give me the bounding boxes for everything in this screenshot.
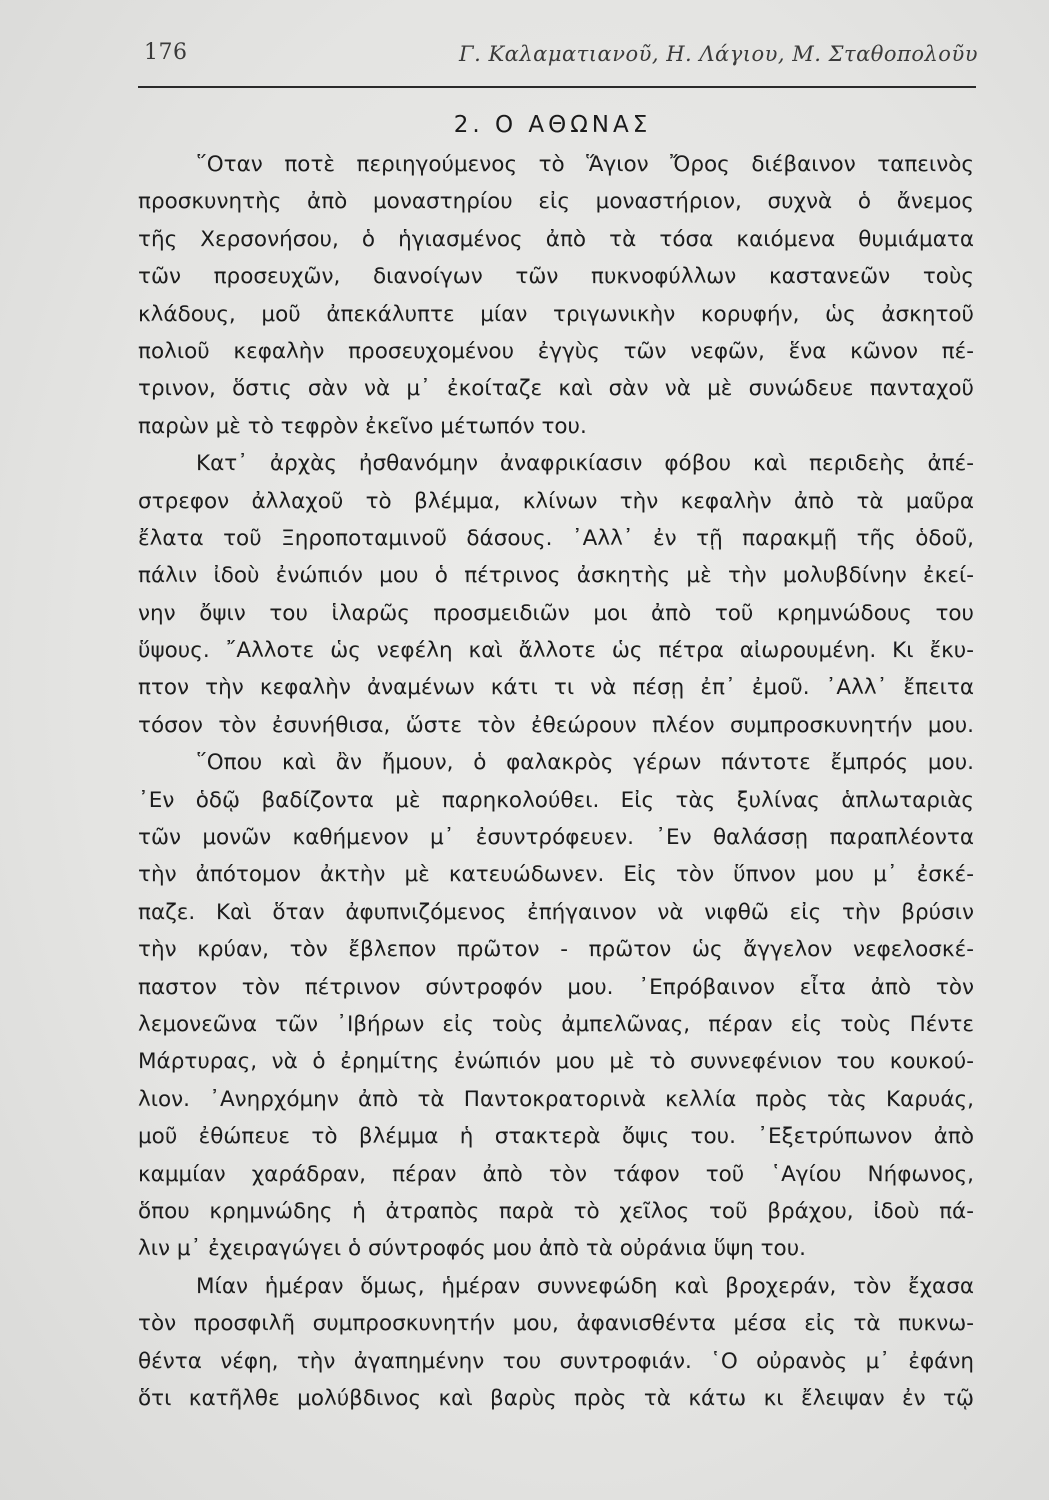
header-rule	[138, 86, 976, 88]
text-line: νην ὄψιν του ἱλαρῶς προσμειδιῶν μοι ἀπὸ τοῦ κρημνώδους του	[138, 600, 974, 626]
text-line: ῞Οταν ποτὲ περιηγούμενος τὸ Ἅγιον Ὄρος διέβαινον ταπεινὸς	[196, 152, 974, 177]
text-line: ᾽Εν ὁδῷ βαδίζοντα μὲ παρηκολούθει. Εἰς τὰς ξυλίνας ἁπλωταριὰς	[138, 787, 974, 813]
text-line: τόσον τὸν ἐσυνήθισα, ὥστε τὸν ἐθεώρουν πλέον συμπροσκυνητήν μου.	[138, 712, 974, 738]
page-header	[138, 40, 978, 80]
text-line: τρινον, ὅστις σὰν νὰ μ᾽ ἐκοίταζε καὶ σὰν νὰ μὲ συνώδευε πανταχοῦ	[138, 376, 974, 402]
text-line: λιον. ᾽Ανηρχόμην ἀπὸ τὰ Παντοκρατορινὰ κελλία πρὸς τὰς Καρυάς,	[138, 1086, 974, 1112]
page-number: 176	[144, 40, 188, 65]
text-line: λιν μ᾽ ἐχειραγώγει ὁ σύντροφός μου ἀπὸ τὰ οὐράνια ὕψη του.	[138, 1236, 806, 1262]
running-head: Γ. Καλαματιανοῦ, Η. Λάγιου, Μ. Σταθοπολοῦυ	[459, 42, 978, 66]
text-line: θέντα νέφη, τὴν ἀγαπημένην του συντροφιάν. ῾Ο οὐρανὸς μ᾽ ἐφάνη	[138, 1348, 974, 1374]
text-line: τὴν κρύαν, τὸν ἔβλεπον πρῶτον - πρῶτον ὡς ἄγγελον νεφελοσκέ-	[138, 937, 974, 963]
text-line: λεμονεῶνα τῶν ᾽Ιβήρων εἰς τοὺς ἀμπελῶνας, πέραν εἰς τοὺς Πέντε	[138, 1011, 974, 1037]
text-line: Μίαν ἡμέραν ὅμως, ἡμέραν συννεφώδη καὶ βροχεράν, τὸν ἔχασα	[196, 1273, 974, 1299]
text-line: Μάρτυρας, νὰ ὁ ἐρημίτης ἐνώπιόν μου μὲ τὸ συννεφένιον του κουκού-	[138, 1049, 974, 1075]
text-line: ὕψους. ῎Αλλοτε ὡς νεφέλη καὶ ἄλλοτε ὡς πέτρα αἰωρουμένη. Κι ἔκυ-	[138, 638, 974, 664]
text-line: Κατ᾽ ἀρχὰς ἠσθανόμην ἀναφρικίασιν φόβου καὶ περιδεὴς ἀπέ-	[196, 451, 974, 477]
body-text	[138, 146, 974, 1417]
text-line: καμμίαν χαράδραν, πέραν ἀπὸ τὸν τάφον τοῦ ῾Αγίου Νήφωνος,	[138, 1161, 974, 1187]
text-line: ῞Οπου καὶ ἂν ἤμουν, ὁ φαλακρὸς γέρων πάντοτε ἔμπρός μου.	[196, 750, 974, 776]
text-line: προσκυνητὴς ἀπὸ μοναστηρίου εἰς μοναστήριον, συχνὰ ὁ ἄνεμος	[138, 189, 974, 215]
text-line: παστον τὸν πέτρινον σύντροφόν μου. ᾽Επρόβαινον εἶτα ἀπὸ τὸν	[138, 974, 974, 1000]
text-line: πτον τὴν κεφαλὴν ἀναμένων κάτι τι νὰ πέσῃ ἐπ᾽ ἐμοῦ. ᾽Αλλ᾽ ἔπειτα	[138, 675, 974, 701]
text-line: τῶν μονῶν καθήμενον μ᾽ ἐσυντρόφευεν. ᾽Εν θαλάσσῃ παραπλέοντα	[138, 825, 974, 851]
text-line: παζε. Καὶ ὅταν ἀφυπνιζόμενος ἐπήγαινον νὰ νιφθῶ εἰς τὴν βρύσιν	[138, 899, 974, 925]
text-line: τῶν προσευχῶν, διανοίγων τῶν πυκνοφύλλων καστανεῶν τοὺς	[138, 264, 974, 290]
text-line: τῆς Χερσονήσου, ὁ ἡγιασμένος ἀπὸ τὰ τόσα καιόμενα θυμιάματα	[138, 226, 974, 252]
text-line: ὅτι κατῆλθε μολύβδινος καὶ βαρὺς πρὸς τὰ κάτω κι ἔλειψαν ἐν τῷ	[138, 1385, 974, 1411]
text-line: ἔλατα τοῦ Ξηροποταμινοῦ δάσους. ᾽Αλλ᾽ ἐν τῇ παρακμῇ τῆς ὁδοῦ,	[138, 525, 974, 551]
section-title: 2. Ο ΑΘΩΝΑΣ	[453, 112, 652, 138]
text-line: τὸν προσφιλῆ συμπροσκυνητήν μου, ἀφανισθέντα μέσα εἰς τὰ πυκνω-	[138, 1311, 974, 1337]
text-line: μοῦ ἐθώπευε τὸ βλέμμα ἡ στακτερὰ ὄψις του. ᾽Εξετρύπωνον ἀπὸ	[138, 1124, 974, 1150]
text-line: πολιοῦ κεφαλὴν προσευχομένου ἐγγὺς τῶν νεφῶν, ἕνα κῶνον πέ-	[138, 338, 974, 364]
text-line: κλάδους, μοῦ ἀπεκάλυπτε μίαν τριγωνικὴν κορυφήν, ὡς ἀσκητοῦ	[138, 301, 974, 327]
text-line: ὅπου κρημνώδης ἡ ἀτραπὸς παρὰ τὸ χεῖλος τοῦ βράχου, ἰδοὺ πά-	[138, 1198, 974, 1224]
text-line: τὴν ἀπότομον ἀκτὴν μὲ κατευώδωνεν. Εἰς τὸν ὕπνον μου μ᾽ ἐσκέ-	[138, 862, 974, 888]
text-line: στρεφον ἀλλαχοῦ τὸ βλέμμα, κλίνων τὴν κεφαλὴν ἀπὸ τὰ μαῦρα	[138, 488, 974, 514]
text-line: παρὼν μὲ τὸ τεφρὸν ἐκεῖνο μέτωπόν του.	[138, 413, 587, 439]
text-line: πάλιν ἰδοὺ ἐνώπιόν μου ὁ πέτρινος ἀσκητὴς μὲ τὴν μολυβδίνην ἐκεί-	[138, 563, 974, 589]
